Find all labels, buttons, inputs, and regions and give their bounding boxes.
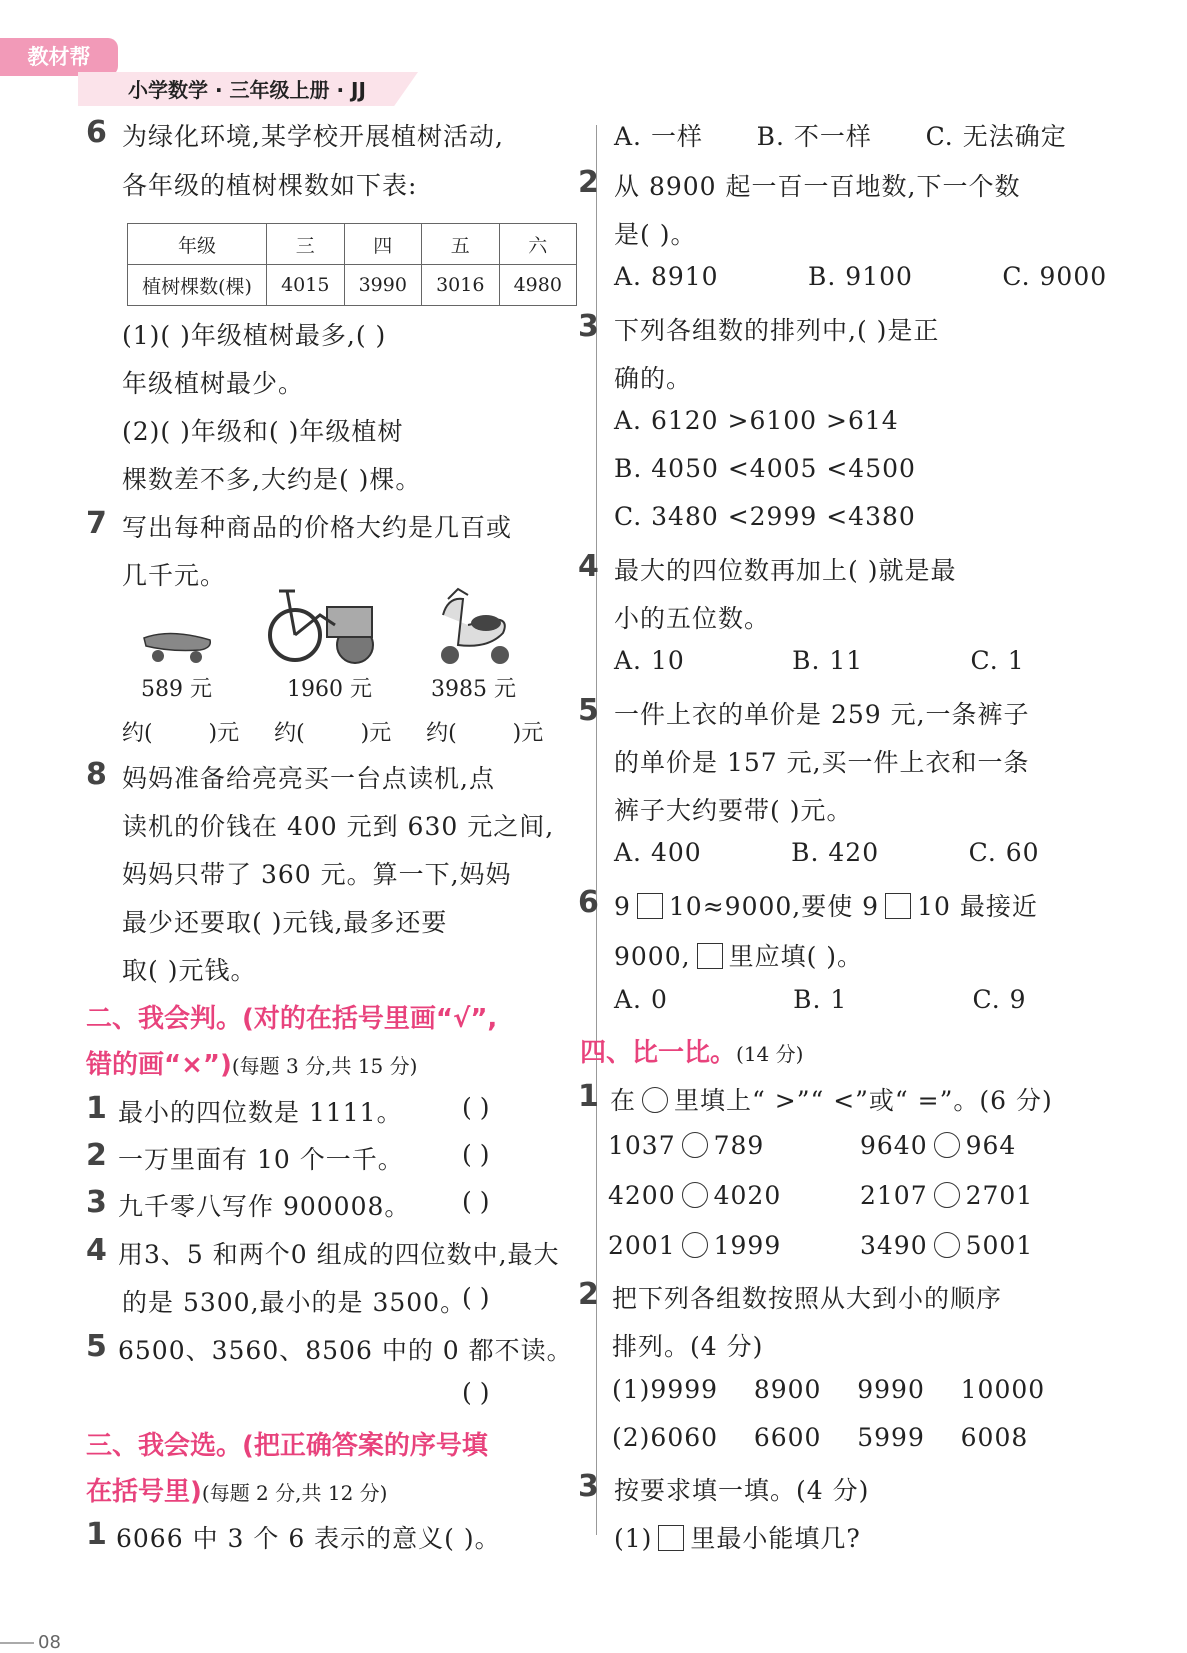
choice5-text2: 的单价是 157 元,买一件上衣和一条 — [614, 748, 1030, 777]
table-cell: 4015 — [267, 265, 345, 306]
compare-right: 2701 — [965, 1181, 1034, 1210]
table-cell: 植树棵数(棵) — [128, 265, 267, 306]
compare3-number: 3 — [578, 1469, 599, 1504]
planting-table — [127, 223, 577, 306]
judge3-answer[interactable]: ( ) — [462, 1187, 490, 1216]
compare-row — [608, 1231, 781, 1260]
q7-number: 7 — [86, 506, 107, 541]
compare-row — [608, 1181, 781, 1210]
judge4-answer[interactable]: ( ) — [462, 1283, 490, 1312]
choice4-options: A. 10 B. 11 C. 1 — [614, 646, 1025, 675]
choice2-text2: 是( )。 — [614, 220, 697, 249]
q8-number: 8 — [86, 757, 107, 792]
compare-left: 2001 — [608, 1231, 676, 1260]
price-skateboard: 589 元 — [141, 677, 212, 702]
skateboard-icon — [140, 622, 215, 667]
compare3-sub1 — [614, 1519, 861, 1555]
table-cell: 3016 — [422, 265, 500, 306]
table-cell: 3990 — [344, 265, 422, 306]
q8-line2: 读机的价钱在 400 元到 630 元之间, — [122, 812, 555, 841]
blank-box[interactable] — [697, 943, 723, 969]
page-rule — [0, 1642, 34, 1644]
compare3-sub1-label: (1) — [614, 1524, 653, 1553]
circle-blank[interactable] — [642, 1087, 668, 1113]
compare-left: 2107 — [860, 1181, 928, 1210]
judge4-text2: 的是 5300,最小的是 3500。 — [122, 1288, 467, 1317]
section3-title2 — [86, 1471, 387, 1508]
q6-part1a: (1)( )年级植树最多,( ) — [122, 321, 387, 350]
judge2-number: 2 — [86, 1138, 107, 1173]
choice2-options: A. 8910 B. 9100 C. 9000 — [614, 262, 1108, 291]
choice6-line2 — [614, 937, 863, 973]
compare2-text: 把下列各组数按照从大到小的顺序 — [612, 1284, 1003, 1313]
tricycle-icon — [265, 585, 380, 670]
q6-part2b: 棵数差不多,大约是( )棵。 — [122, 465, 422, 494]
choice3-option-a: A. 6120 >6100 >614 — [614, 406, 899, 435]
circle-blank[interactable] — [934, 1182, 960, 1208]
choice6-part-e: 里应填( )。 — [728, 942, 864, 971]
circle-blank[interactable] — [934, 1232, 960, 1258]
choice6-part-d: 9000, — [614, 942, 691, 971]
judge5-text: 6500、3560、8506 中的 0 都不读。 — [118, 1336, 573, 1365]
compare3-sub1-text: 里最小能填几? — [690, 1524, 861, 1553]
section3-title2-text: 在括号里) — [86, 1477, 202, 1507]
q8-line5: 取( )元钱。 — [122, 956, 257, 985]
choice6-part-c: 10 最接近 — [917, 892, 1038, 921]
choice1-text: 6066 中 3 个 6 表示的意义( )。 — [116, 1524, 501, 1553]
choice3-option-c: C. 3480 <2999 <4380 — [614, 502, 916, 531]
compare1-text-b: 里填上“ >”“ <”或“ =”。(6 分) — [674, 1086, 1053, 1115]
judge4-text: 用3、5 和两个0 组成的四位数中,最大 — [118, 1240, 560, 1269]
compare-left: 3490 — [860, 1231, 928, 1260]
section4-title — [580, 1032, 803, 1069]
page-number — [0, 1632, 61, 1653]
choice5-options: A. 400 B. 420 C. 60 — [614, 838, 1040, 867]
judge1-text: 最小的四位数是 1111。 — [118, 1098, 403, 1127]
judge4-number: 4 — [86, 1233, 107, 1268]
compare1-number: 1 — [578, 1079, 599, 1114]
compare2-number: 2 — [578, 1277, 599, 1312]
table-cell: 六 — [499, 224, 577, 265]
section2-title1: 二、我会判。(对的在括号里画“√”, — [86, 1004, 498, 1034]
section2-title2 — [86, 1044, 417, 1081]
compare-right: 1999 — [713, 1231, 782, 1260]
compare-row — [860, 1231, 1033, 1260]
q7-approx-line: 约( )元 约( )元 约( )元 — [122, 721, 544, 746]
q8-line3: 妈妈只带了 360 元。算一下,妈妈 — [122, 860, 512, 889]
choice1-number: 1 — [86, 1517, 107, 1552]
choice3-text2: 确的。 — [614, 364, 693, 393]
choice4-number: 4 — [578, 549, 599, 584]
choice3-text: 下列各组数的排列中,( )是正 — [614, 316, 940, 345]
scooter-icon — [428, 585, 518, 670]
circle-blank[interactable] — [682, 1182, 708, 1208]
q6-line1: 为绿化环境,某学校开展植树活动, — [122, 122, 504, 151]
choice5-text3: 裤子大约要带( )元。 — [614, 796, 853, 825]
compare1-text — [610, 1081, 1053, 1117]
compare-right: 5001 — [965, 1231, 1034, 1260]
circle-blank[interactable] — [934, 1132, 960, 1158]
brand-tag: 教材帮 — [0, 38, 118, 76]
section2-note: (每题 3 分,共 15 分) — [231, 1054, 418, 1078]
q6-line2: 各年级的植树棵数如下表: — [122, 171, 418, 200]
judge3-text: 九千零八写作 900008。 — [118, 1192, 411, 1221]
q8-line1: 妈妈准备给亮亮买一台点读机,点 — [122, 764, 495, 793]
compare-right: 964 — [965, 1131, 1017, 1160]
choice3-option-b: B. 4050 <4005 <4500 — [614, 454, 916, 483]
choice2-text: 从 8900 起一百一百地数,下一个数 — [614, 172, 1021, 201]
price-tricycle: 1960 元 — [287, 677, 372, 702]
q6-part2a: (2)( )年级和( )年级植树 — [122, 417, 404, 446]
judge2-text: 一万里面有 10 个一千。 — [118, 1145, 404, 1174]
section3-note: (每题 2 分,共 12 分) — [201, 1481, 388, 1505]
compare-left: 1037 — [608, 1131, 676, 1160]
compare-left: 4200 — [608, 1181, 676, 1210]
choice1-options: A. 一样 B. 不一样 C. 无法确定 — [614, 122, 1067, 151]
choice2-number: 2 — [578, 165, 599, 200]
choice6-line1 — [614, 887, 1038, 923]
circle-blank[interactable] — [682, 1232, 708, 1258]
table-cell: 4980 — [499, 265, 577, 306]
choice6-part-a: 9 — [614, 892, 631, 921]
q6-part1b: 年级植树最少。 — [122, 369, 305, 398]
compare-left: 9640 — [860, 1131, 928, 1160]
choice5-number: 5 — [578, 693, 599, 728]
section2-title2-text: 错的画“×”) — [86, 1050, 232, 1080]
choice4-text: 最大的四位数再加上( )就是最 — [614, 556, 957, 585]
choice3-number: 3 — [578, 309, 599, 344]
q6-number: 6 — [86, 115, 107, 150]
blank-box[interactable] — [658, 1525, 684, 1551]
choice6-options: A. 0 B. 1 C. 9 — [614, 985, 1027, 1014]
blank-box[interactable] — [885, 893, 911, 919]
compare3-text: 按要求填一填。(4 分) — [614, 1476, 870, 1505]
compare-right: 789 — [713, 1131, 765, 1160]
compare-row — [860, 1131, 1016, 1160]
compare2-row1: (1)9999 8900 9990 10000 — [612, 1375, 1046, 1404]
table-cell: 五 — [422, 224, 500, 265]
section3-title1: 三、我会选。(把正确答案的序号填 — [86, 1431, 488, 1461]
q8-line4: 最少还要取( )元钱,最多还要 — [122, 908, 448, 937]
choice4-text2: 小的五位数。 — [614, 604, 771, 633]
table-cell: 四 — [344, 224, 422, 265]
compare2-row2: (2)6060 6600 5999 6008 — [612, 1423, 1029, 1452]
judge1-number: 1 — [86, 1091, 107, 1126]
choice6-part-b: 10≈9000,要使 9 — [668, 892, 880, 921]
judge5-answer[interactable]: ( ) — [462, 1378, 490, 1407]
choice6-number: 6 — [578, 885, 599, 920]
choice5-text: 一件上衣的单价是 259 元,一条裤子 — [614, 700, 1030, 729]
compare-right: 4020 — [713, 1181, 782, 1210]
header-subject: 小学数学 · 三年级上册 · JJ — [128, 78, 366, 102]
table-row — [128, 265, 577, 306]
compare1-text-a: 在 — [610, 1086, 637, 1115]
judge1-answer[interactable]: ( ) — [462, 1093, 490, 1122]
table-cell: 年级 — [128, 224, 267, 265]
judge3-number: 3 — [86, 1185, 107, 1220]
circle-blank[interactable] — [682, 1132, 708, 1158]
section4-note: (14 分) — [736, 1042, 804, 1066]
compare-row — [860, 1181, 1033, 1210]
table-row — [128, 224, 577, 265]
q7-line2: 几千元。 — [122, 561, 227, 590]
page-number-text: 08 — [38, 1632, 61, 1653]
judge2-answer[interactable]: ( ) — [462, 1140, 490, 1169]
compare-row — [608, 1131, 764, 1160]
compare2-text2: 排列。(4 分) — [612, 1332, 764, 1361]
table-cell: 三 — [267, 224, 345, 265]
q7-line1: 写出每种商品的价格大约是几百或 — [122, 513, 513, 542]
price-scooter: 3985 元 — [431, 677, 516, 702]
judge5-number: 5 — [86, 1329, 107, 1364]
blank-box[interactable] — [637, 893, 663, 919]
section4-title-text: 四、比一比。 — [580, 1038, 737, 1068]
